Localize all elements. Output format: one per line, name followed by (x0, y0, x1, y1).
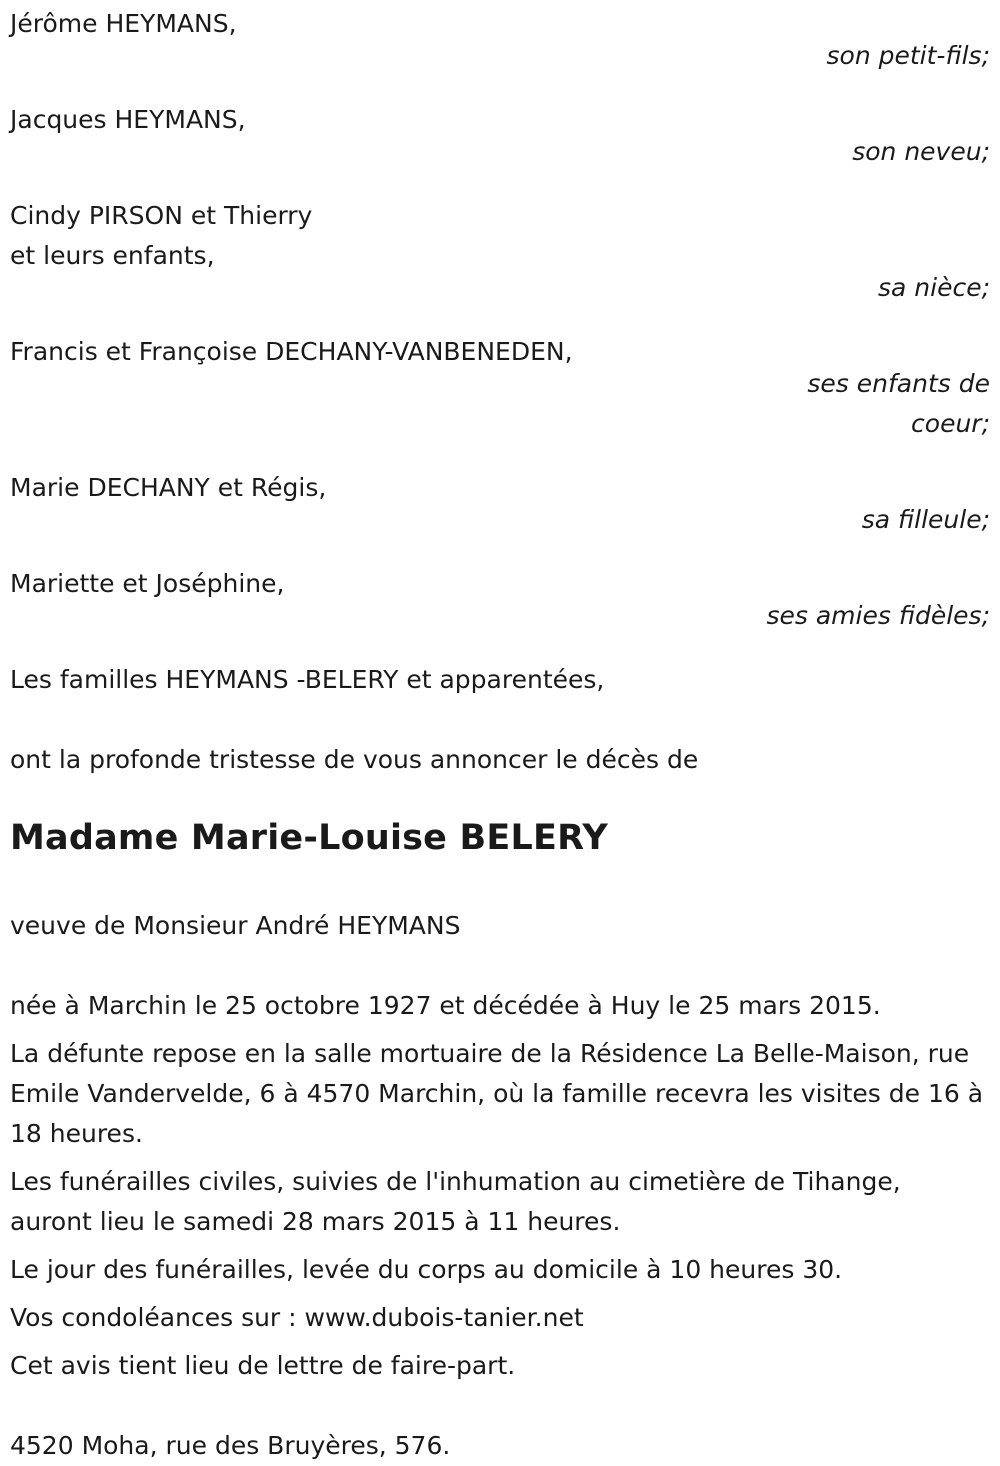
announcement-text: ont la profonde tristesse de vous annoncer le décès de (10, 745, 699, 774)
levee-text: Le jour des funérailles, levée du corps au domicile à 10 heures 30. (10, 1255, 843, 1284)
family-name: Les familles HEYMANS -BELERY et apparentées, (10, 665, 605, 694)
repose-text: La défunte repose en la salle mortuaire de la Résidence La Belle-Maison, rue Emile Vandervelde, 6 à 4570 Marchin, où la famille recevra les visites de 16 à 18 heures. (10, 1039, 984, 1148)
family-entry-mariette (10, 564, 990, 636)
family-relation-line2: coeur; (911, 409, 990, 438)
notice-text: Cet avis tient lieu de lettre de faire-part. (10, 1351, 516, 1380)
family-entry-francis (10, 332, 990, 444)
family-name-line2: et leurs enfants, (10, 241, 215, 270)
family-name: Francis et Françoise DECHANY-VANBENEDEN, (10, 337, 573, 366)
family-relation: ses amies fidèles; (766, 601, 990, 630)
family-entry-jacques (10, 100, 990, 172)
funeral-text: Les funérailles civiles, suivies de l'inhumation au cimetière de Tihange, auront lieu le samedi 28 mars 2015 à 11 heures. (10, 1167, 901, 1236)
family-relation: sa filleule; (861, 505, 990, 534)
family-relation: ses enfants de (807, 369, 990, 398)
family-entry-familles (10, 660, 990, 700)
condolences-text: Vos condoléances sur : www.dubois-tanier.net (10, 1303, 584, 1332)
family-relation: sa nièce; (877, 273, 990, 302)
family-name: Marie DECHANY et Régis, (10, 473, 327, 502)
deceased-name: Madame Marie-Louise BELERY (10, 818, 608, 858)
family-name: Jacques HEYMANS, (10, 105, 246, 134)
family-entry-marie (10, 468, 990, 540)
family-entry-jerome (10, 0, 990, 76)
address-text: 4520 Moha, rue des Bruyères, 576. (10, 1431, 451, 1460)
family-relation: son petit-fils; (826, 41, 990, 70)
family-name: Mariette et Joséphine, (10, 569, 285, 598)
widow-of-text: veuve de Monsieur André HEYMANS (10, 911, 461, 940)
birth-death-text: née à Marchin le 25 octobre 1927 et décédée à Huy le 25 mars 2015. (10, 991, 881, 1020)
family-entry-cindy (10, 196, 990, 308)
family-relation: son neveu; (852, 137, 990, 166)
family-name: Jérôme HEYMANS, (10, 9, 237, 38)
family-name: Cindy PIRSON et Thierry (10, 201, 313, 230)
